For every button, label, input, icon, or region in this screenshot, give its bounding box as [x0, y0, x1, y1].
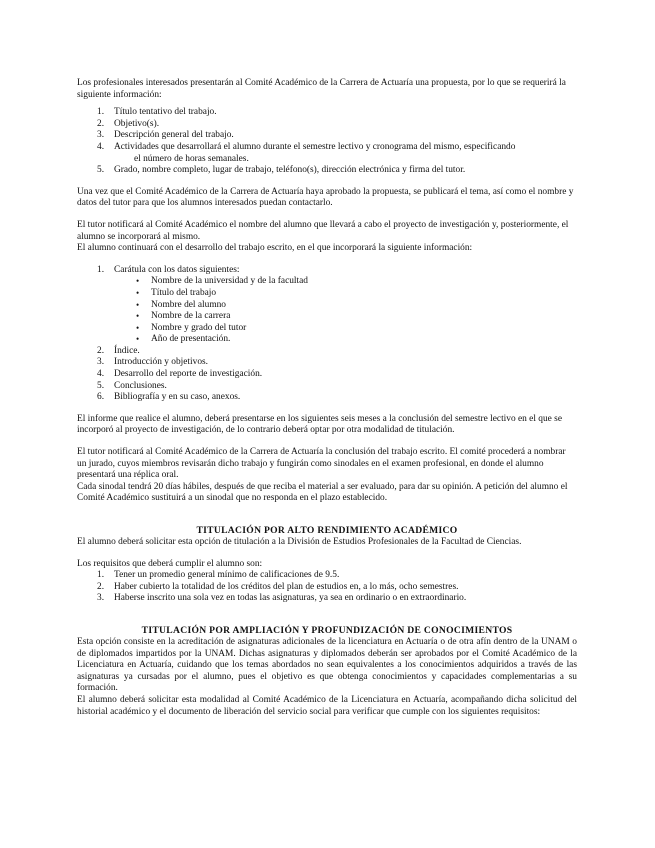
list-number: 4. [97, 369, 105, 380]
section-heading-ampliacion: TITULACIÓN POR AMPLIACIÓN Y PROFUNDIZACIÓN DE CONOCIMIENTOS [141, 624, 513, 636]
list-number: 5. [97, 165, 105, 176]
jury-paragraph: El tutor notificará al Comité Académico de la Carrera de Actuaría la conclusión del trabajo escrito. El comité procederá a nombrar un jurado, cuyos miembros revisarán dicho trabajo y fungirán como sinodales en el examen profesional, en donde el alumno presentará una réplica oral. [77, 447, 566, 481]
list-item [77, 357, 577, 369]
list-number: 2. [97, 118, 105, 129]
list-item-text: Bibliografía y en su caso, anexos. [114, 392, 241, 403]
list-item [77, 130, 577, 142]
list-item-text: Tener un promedio general mínimo de calificaciones de 9.5. [114, 570, 340, 581]
list-item-text: Grado, nombre completo, lugar de trabajo, teléfono(s), dirección electrónica y firma del tutor. [114, 165, 466, 176]
intro-paragraph: Los profesionales interesados presentarán al Comité Académico de la Carrera de Actuaría una propuesta, por lo que se requerirá la siguiente información: [77, 78, 566, 100]
report-deadline-paragraph: El informe que realice el alumno, deberá presentarse en los siguientes seis meses a la conclusión del semestre lectivo en el que se incorporó al proyecto de investigación, de lo contrario deberá optar por otra modalidad de titulación. [77, 413, 562, 436]
list-item [77, 119, 577, 131]
list-item-text: Conclusiones. [114, 380, 167, 391]
list-item [77, 570, 577, 582]
list-item-text: Índice. [114, 345, 140, 356]
approval-paragraph: Una vez que el Comité Académico de la Carrera de Actuaría haya aprobado la propuesta, se publicará el tema, así como el nombre y datos del tutor para que los alumnos interesados puedan contactarlo. [77, 186, 574, 209]
list-number: 3. [97, 593, 105, 604]
cover-data-list [114, 276, 577, 346]
list-number: 6. [97, 392, 105, 403]
list-item-continuation: el número de horas semanales. [134, 153, 249, 164]
list-number: 2. [97, 581, 105, 592]
document-body [77, 78, 577, 718]
bullet-item: • Año de presentación. [114, 334, 577, 346]
continue-paragraph: El alumno continuará con el desarrollo del trabajo escrito, en el que incorporará la siguiente información: [77, 243, 473, 254]
list-item [77, 369, 577, 381]
ampliacion-request-paragraph: El alumno deberá solicitar esta modalidad al Comité Académico de la Licenciatura en Actuaría, acompañando dicha solicitud del historial académico y el documento de liberación del servicio social para verificar que cumple con los siguientes requisitos: [77, 694, 577, 717]
list-item [77, 392, 577, 404]
bullet-item: • Nombre del alumno [114, 300, 577, 312]
bullet-item: • Título del trabajo [114, 288, 577, 300]
list-item-text: Descripción general del trabajo. [114, 130, 234, 141]
tutor-paragraph: El tutor notificará al Comité Académico el nombre del alumno que llevará a cabo el proyecto de investigación y, posteriormente, el alumno se incorporará al mismo. [77, 219, 569, 242]
list-number: 2. [97, 345, 105, 356]
alto-rendimiento-requirements-list [77, 570, 577, 605]
list-number: 1. [97, 107, 105, 118]
list-item-text: Título tentativo del trabajo. [114, 107, 217, 118]
list-item-text: Actividades que desarrollará el alumno durante el semestre lectivo y cronograma del mismo, especificando [114, 141, 516, 152]
ampliacion-paragraph: Esta opción consiste en la acreditación de asignaturas adicionales de la licenciatura en Actuaría o de otra afín dentro de la UNAM o de diplomados impartidos por la UNAM. Dichas asignaturas y diplomados deberán ser aprobados por el Comité Académico de la Licenciatura en Actuaría, cuidando que los temas abordados no sean equivalentes a los conocimientos adquiridos a través de las asignaturas ya cursadas por el alumno, pues el objetivo es que obtenga conocimientos y capacidades complementarias a su formación. [77, 636, 577, 694]
list-number: 1. [97, 264, 105, 275]
list-number: 4. [97, 141, 105, 152]
requirements-intro: Los requisitos que deberá cumplir el alumno son: [77, 558, 263, 569]
list-number: 3. [97, 130, 105, 141]
bullet-item: • Nombre de la universidad y de la facultad [114, 276, 577, 288]
list-item [77, 142, 577, 165]
alto-rendimiento-paragraph: El alumno deberá solicitar esta opción de titulación a la División de Estudios Profesionales de la Facultad de Ciencias. [77, 537, 522, 547]
list-item-text: Introducción y objetivos. [114, 357, 208, 368]
sinodal-paragraph: Cada sinodal tendrá 20 días hábiles, después de que reciba el material a ser evaluado, para dar su opinión. A petición del alumno el Comité Académico sustituirá a un sinodal que no responda en el plazo establecido. [77, 481, 568, 504]
list-number: 3. [97, 357, 105, 368]
list-item-text: Haber cubierto la totalidad de los créditos del plan de estudios en, a lo más, ocho semestres. [114, 581, 459, 592]
list-item-text: Haberse inscrito una sola vez en todas las asignaturas, ya sea en ordinario o en extraordinario. [114, 593, 467, 604]
list-item [77, 593, 577, 605]
section-heading-alto-rendimiento: TITULACIÓN POR ALTO RENDIMIENTO ACADÉMICO [196, 525, 458, 536]
list-item [77, 582, 577, 594]
list-item [77, 346, 577, 358]
list-number: 5. [97, 380, 105, 391]
bullet-item: • Nombre de la carrera [114, 311, 577, 323]
list-item [77, 381, 577, 393]
proposal-requirements-list [77, 107, 577, 177]
list-item [77, 265, 577, 346]
bullet-item: • Nombre y grado del tutor [114, 323, 577, 335]
list-item-text: Desarrollo del reporte de investigación. [114, 369, 263, 380]
written-work-list [77, 265, 577, 404]
list-item [77, 165, 577, 177]
list-number: 1. [97, 570, 105, 581]
list-item [77, 107, 577, 119]
list-item-text: Carátula con los datos siguientes: [114, 264, 240, 275]
list-item-text: Objetivo(s). [114, 118, 160, 129]
